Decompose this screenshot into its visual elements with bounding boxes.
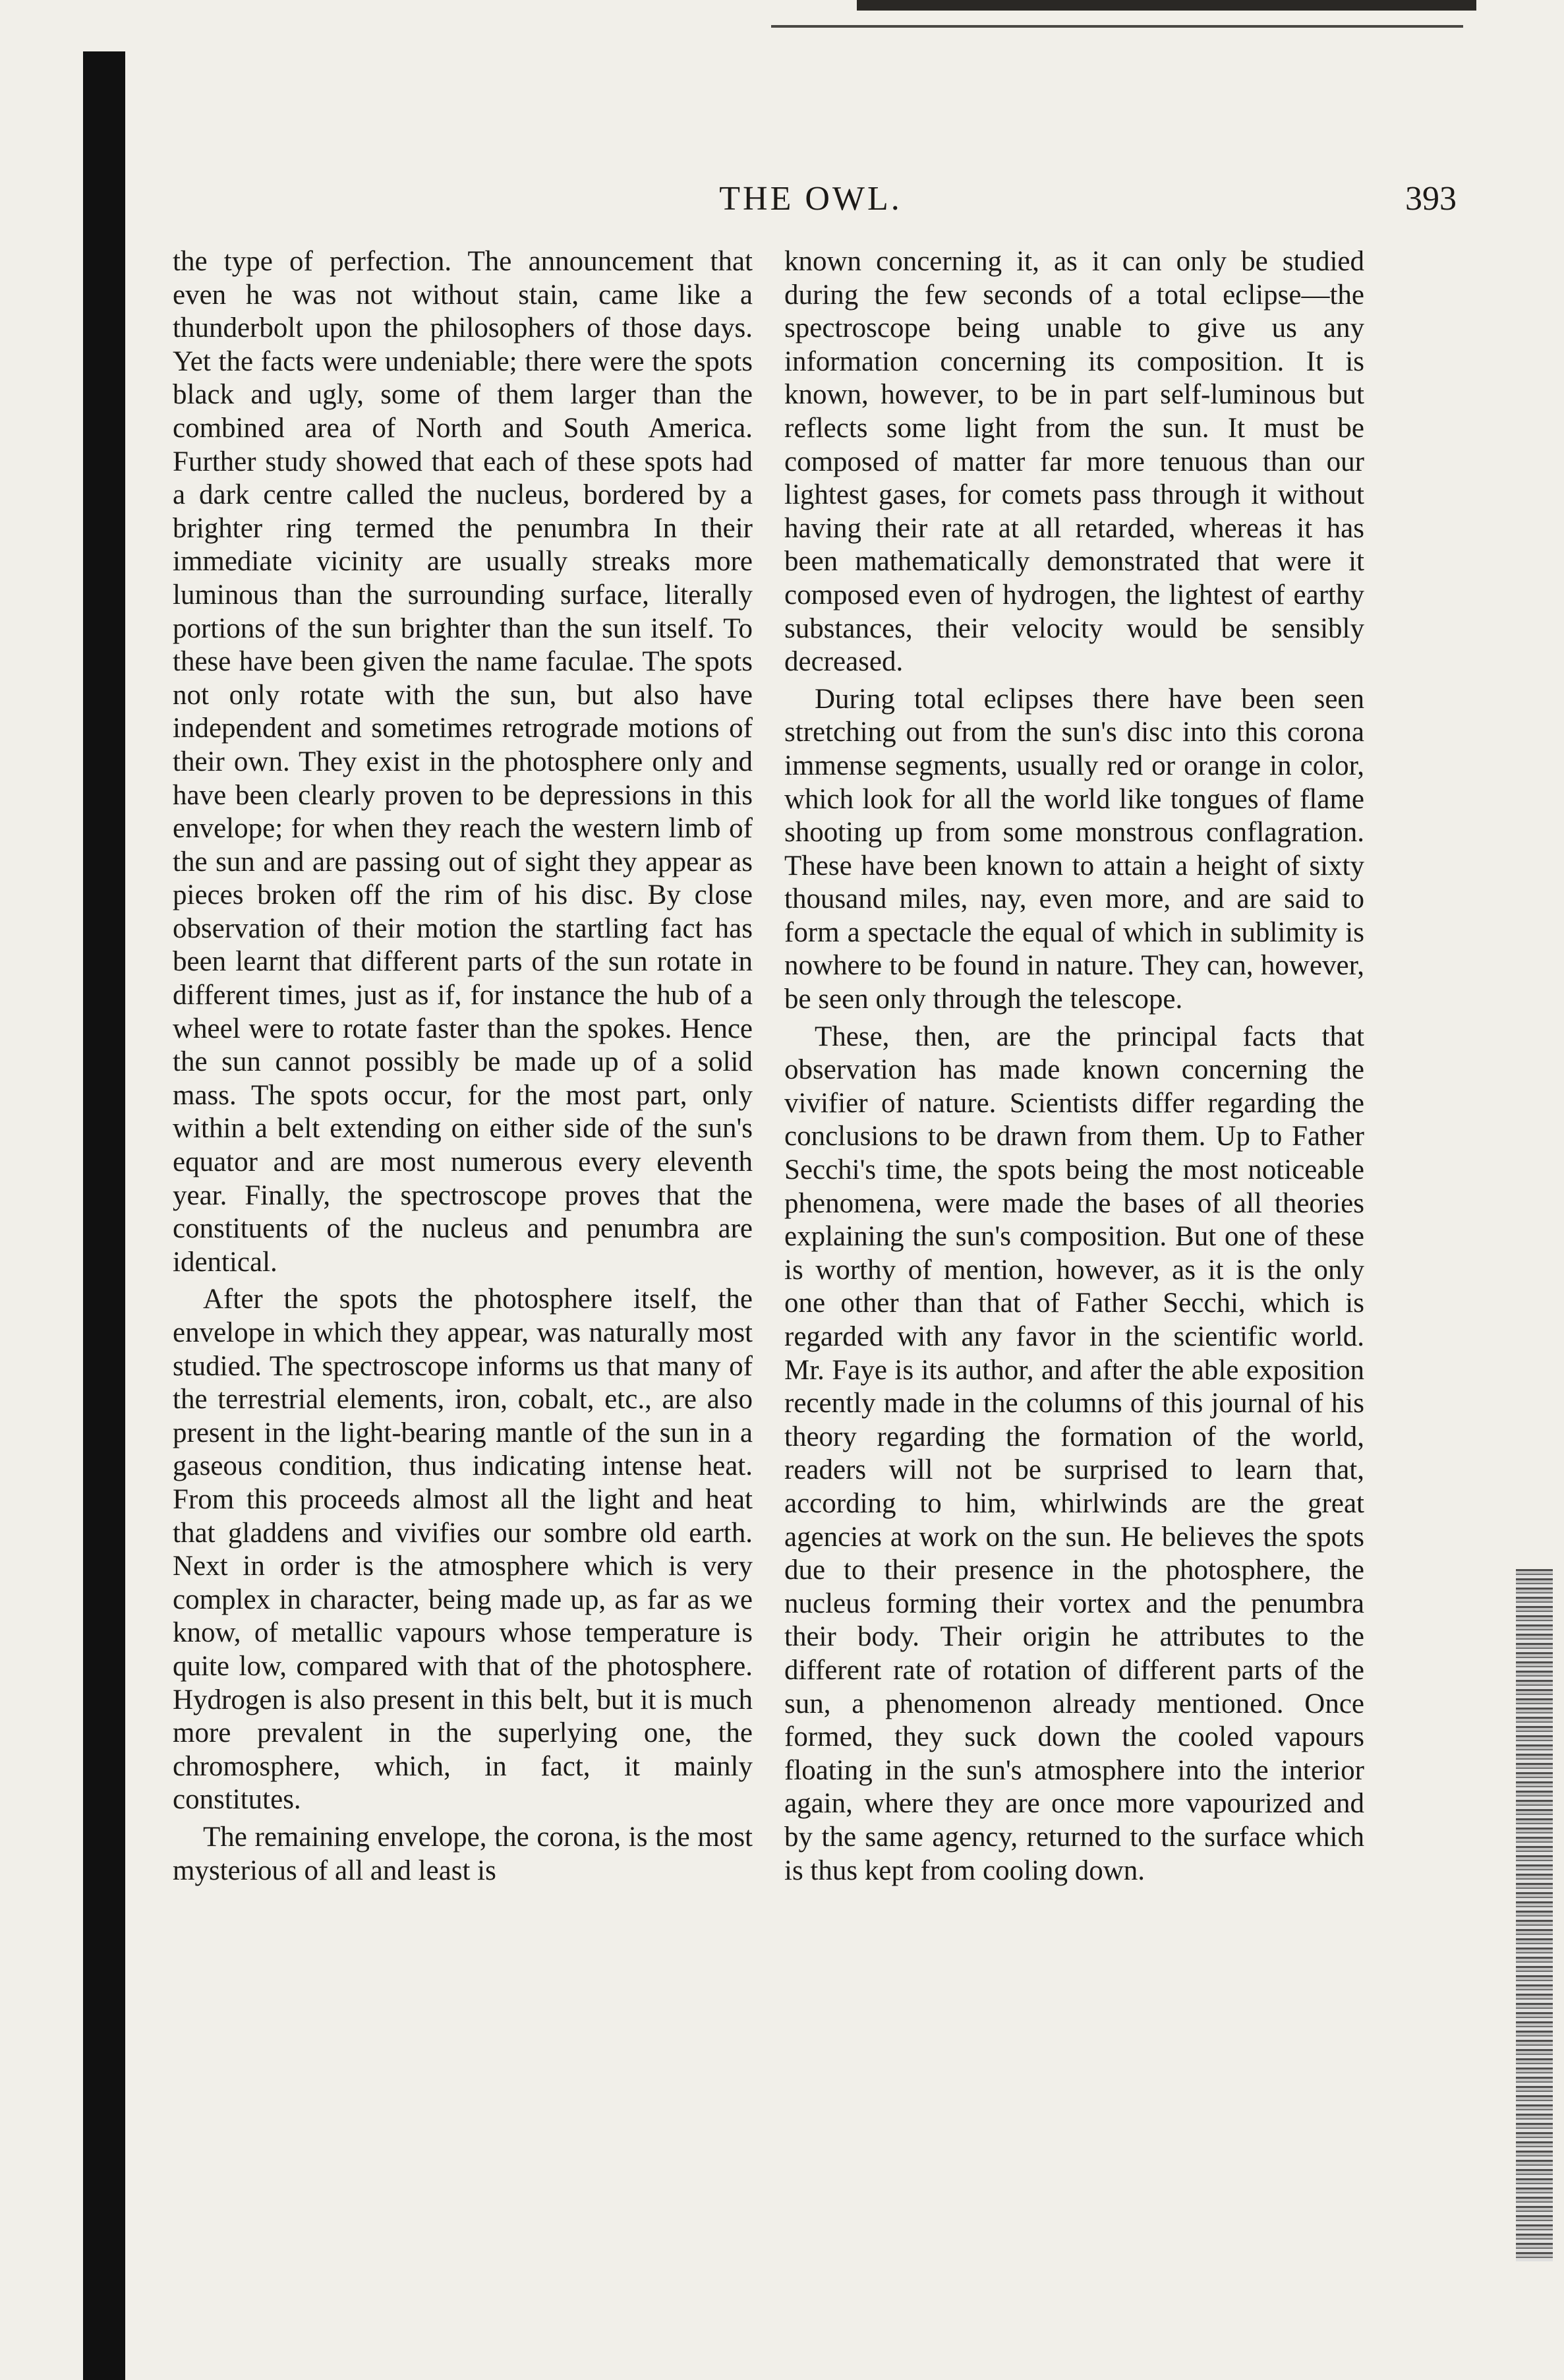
running-title: THE OWL. <box>719 180 902 218</box>
page-header <box>165 173 1457 225</box>
paragraph: the type of perfection. The announcement that even he was not without stain, came like a thunderbolt upon the philosophers of those days. Yet the facts were undeniable; there were the spots black and ugly, some of them larger than the combined area of North and South America. Further study showed that each of these spots had a dark centre called the nucleus, bordered by a brighter ring termed the penumbra In their immediate vicinity are usually streaks more luminous than the surrounding surface, literally portions of the sun brighter than the sun itself. To these have been given the name faculae. The spots not only rotate with the sun, but also have independent and sometimes retrograde motions of their own. They exist in the photosphere only and have been clearly proven to be depressions in this envelope; for when they reach the western limb of the sun and are passing out of sight they appear as pieces broken off the rim of his disc. By close observation of their motion the startling fact has been learnt that different parts of the sun rotate in different times, just as if, for instance the hub of a wheel were to rotate faster than the spokes. Hence the sun cannot possibly be made up of a solid mass. The spots occur, for the most part, only within a belt extending on either side of the sun's equator and are most numerous every eleventh year. Finally, the spectroscope proves that the constituents of the nucleus and penumbra are identical. <box>173 246 753 1278</box>
left-column <box>173 245 753 1888</box>
top-rule <box>857 0 1476 11</box>
paragraph: These, then, are the principal facts that observation has made known concerning the vivifier of nature. Scientists differ regarding the conclusions to be drawn from them. Up to Father Secchi's time, the spots being the most noticeable phenomena, were made the bases of all theories explaining the sun's composition. But one of these is worthy of mention, however, as it is the only one other than that of Father Secchi, which is regarded with any favor in the scientific world. Mr. Faye is its author, and after the able exposition recently made in the columns of this journal of his theory regarding the formation of the world, readers will not be surprised to learn that, according to him, whirlwinds are the great agencies at work on the sun. He believes the spots due to their presence in the photosphere, the nucleus forming their vortex and the penumbra their body. Their origin he attributes to the different rate of rotation of different parts of the sun, a phenomenon already mentioned. Once formed, they suck down the cooled vapours floating in the sun's atmosphere into the interior again, where they are once more vapourized and by the same agency, returned to the surface which is thus kept from cooling down. <box>784 1021 1364 1886</box>
binding-edge <box>83 51 125 2380</box>
page-number: 393 <box>1405 180 1457 218</box>
paragraph: After the spots the photosphere itself, the envelope in which they appear, was naturally most studied. The spectroscope informs us that many of the terrestrial elements, iron, cobalt, etc., are also present in the light-bearing mantle of the sun in a gaseous condition, thus indicating intense heat. From this proceeds almost all the light and heat that gladdens and vivifies our sombre old earth. Next in order is the atmosphere which is very complex in character, being made up, as far as we know, of metallic vapours whose temperature is quite low, compared with that of the photosphere. Hydrogen is also present in this belt, but it is much more prevalent in the superlying one, the chromosphere, which, in fact, it mainly constitutes. <box>173 1284 753 1816</box>
top-rule-thin <box>771 25 1463 28</box>
paragraph: The remaining envelope, the corona, is the most mysterious of all and least is <box>173 1821 753 1886</box>
scan-edge-noise <box>1516 1569 1553 2261</box>
paragraph: known concerning it, as it can only be studied during the few seconds of a total eclipse—the spectroscope being unable to give us any information concerning its composition. It is known, however, to be in part self-luminous but reflects some light from the sun. It must be composed of matter far more tenuous than our lightest gases, for comets pass through it without having their rate at all retarded, whereas it has been mathematically demonstrated that were it composed even of hydrogen, the lightest of earthy substances, their velocity would be sensibly decreased. <box>784 246 1364 678</box>
right-column <box>784 245 1364 1888</box>
paragraph: During total eclipses there have been seen stretching out from the sun's disc into this corona immense segments, usually red or orange in color, which look for all the world like tongues of flame shooting up from some monstrous conflagration. These have been known to attain a height of sixty thousand miles, nay, even more, and are said to form a spectacle the equal of which in sublimity is nowhere to be found in nature. They can, however, be seen only through the telescope. <box>784 683 1364 1015</box>
